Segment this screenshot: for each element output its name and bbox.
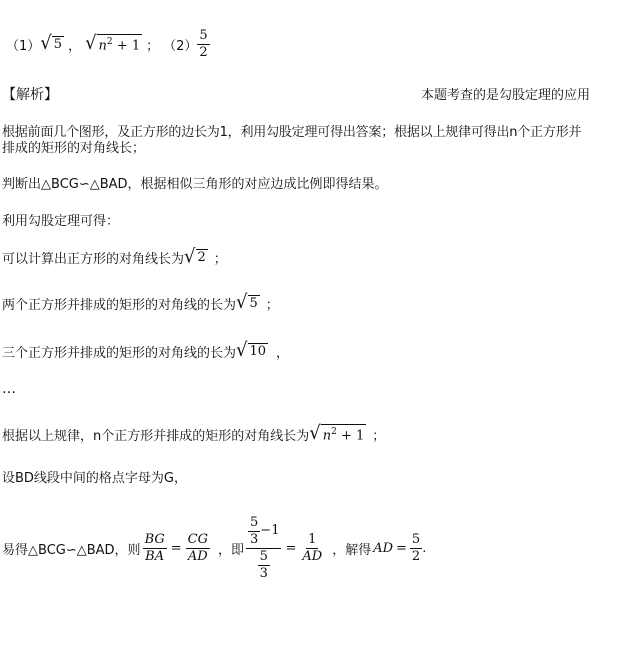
- text-line-5: 两个正方形并排成的矩形的对角线的长为 √ 5 ；: [2, 291, 279, 314]
- sqrt-ten: √ 10: [236, 339, 267, 362]
- text-line-1b: 排成的矩形的对角线长；: [2, 141, 146, 156]
- sqrt-five-2: √ 5: [236, 291, 258, 314]
- fraction-compound: $\frac{5}{3}$ −1 $\frac{5}{3}$: [246, 515, 281, 582]
- sqrt-five: √ 5: [40, 32, 63, 55]
- text-line-9: 设BD线段中间的格点字母为G，: [2, 471, 188, 486]
- part2-label: （2）: [163, 38, 198, 54]
- text-line-8: 根据以上规律，n个正方形并排成的矩形的对角线长为 √ $n^2 + 1$ ；: [2, 422, 386, 445]
- analysis-label: 【解析】: [2, 87, 58, 103]
- answer-semicolon: ；: [146, 38, 160, 54]
- part1-label: （1）: [6, 38, 41, 54]
- answer-line: [6, 24, 210, 64]
- text-line-2: 判断出△BCG∽△BAD，根据相似三角形的对应边成比例即得结果。: [2, 177, 388, 192]
- answer-separator: ，: [68, 38, 82, 54]
- text-line-3: 利用勾股定理可得：: [2, 214, 120, 229]
- sqrt-n2-plus-1-2: √ $n^2 + 1$: [309, 422, 365, 445]
- ellipsis-line: …: [2, 381, 18, 397]
- fraction-cg-ad: $\frac{CG}{AD}$: [187, 531, 208, 564]
- fraction-ad-result: $\frac{5}{2}$: [411, 531, 421, 564]
- sqrt-two: √ 2: [184, 245, 206, 268]
- equation-line: 易得△BCG∽△BAD，则 $\frac{BG}{BA}$ = $\frac{CG}{AD}$ ，即 $\frac{5}{3}$ −1 $\frac{5}{3}$ = $\frac{1}{AD}$ ，解得 AD = $\frac{5}{2}$ .: [2, 514, 427, 581]
- text-line-6: 三个正方形并排成的矩形的对角线的长为 √ 10 ，: [2, 339, 290, 362]
- text-line-4: 可以计算出正方形的对角线长为 √ 2 ；: [2, 245, 227, 268]
- analysis-topic: 本题考查的是勾股定理的应用: [421, 88, 591, 103]
- fraction-five-halves: $\frac{5}{2}$: [199, 27, 208, 60]
- text-line-1a: 根据前面几个图形，及正方形的边长为1，利用勾股定理可得出答案；根据以上规律可得出n个正方形并: [2, 125, 582, 140]
- fraction-bg-ba: $\frac{BG}{BA}$: [144, 531, 165, 564]
- fraction-one-ad: $\frac{1}{AD}$: [302, 531, 323, 564]
- sqrt-n2-plus-1: √ $n^2 + 1$: [85, 32, 141, 55]
